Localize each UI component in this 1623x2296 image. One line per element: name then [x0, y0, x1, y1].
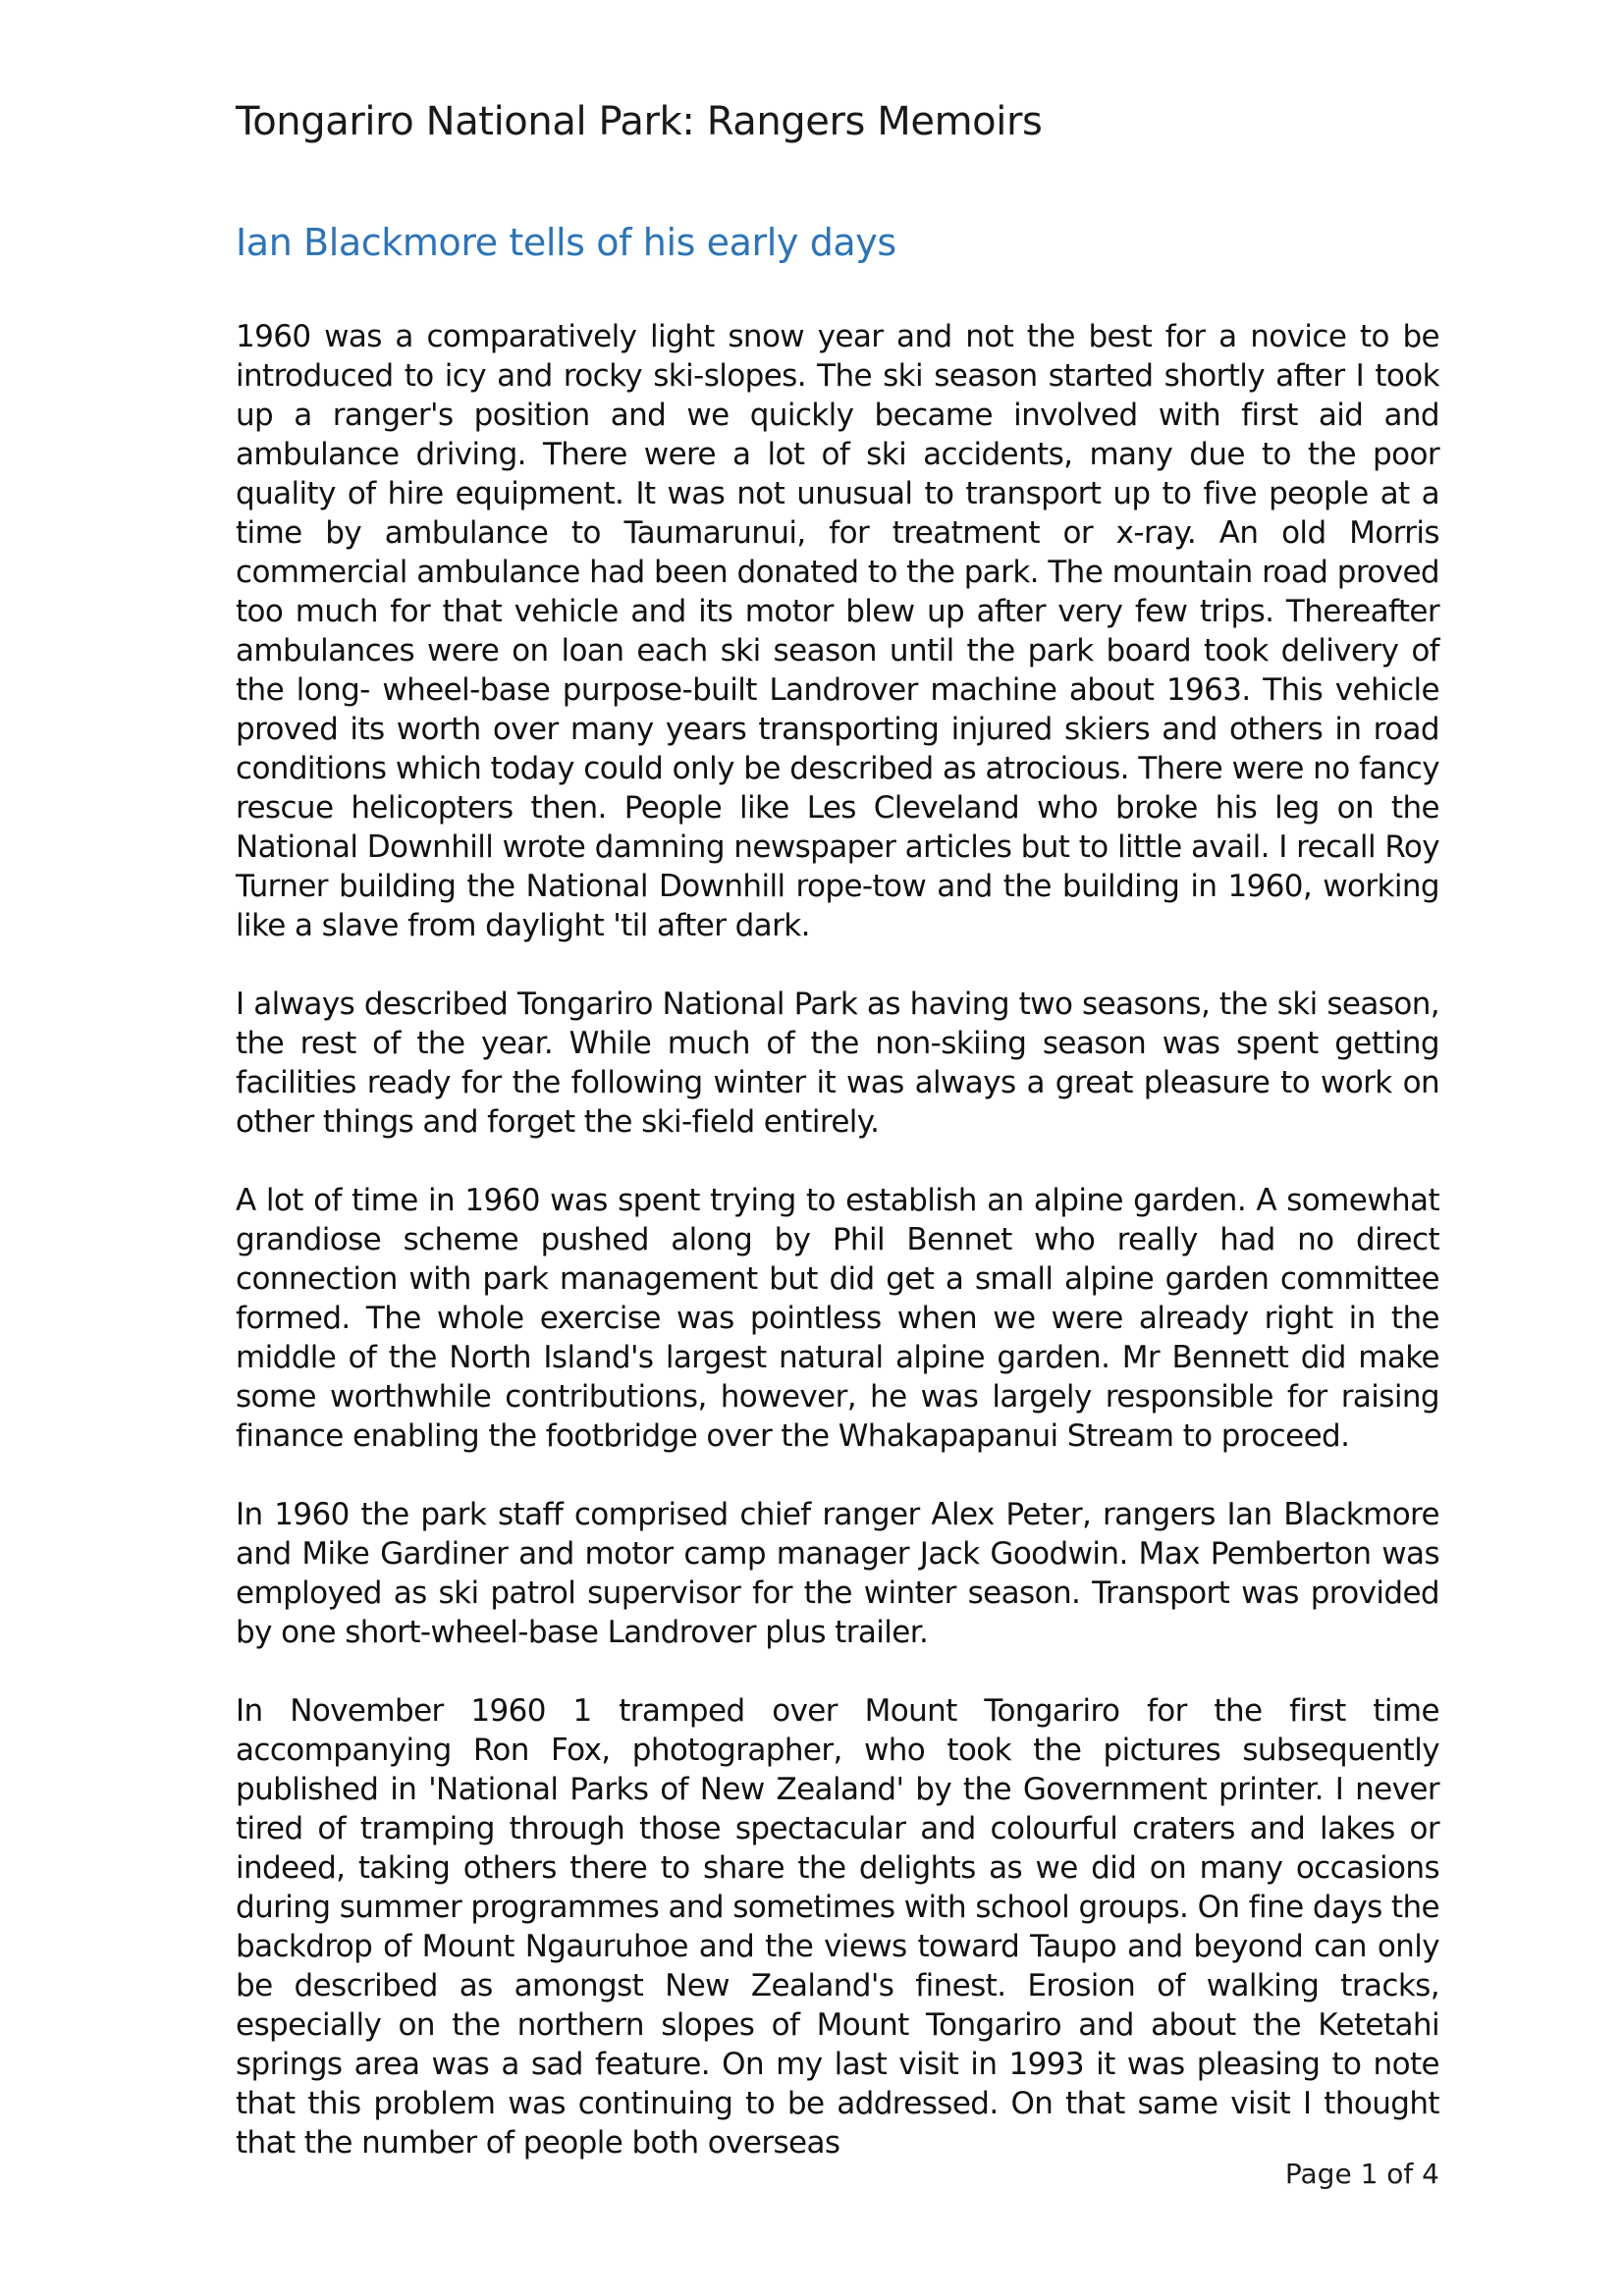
article-body	[236, 317, 1439, 2202]
paragraph-ski-season-ambulances: 1960 was a comparatively light snow year and not the best for a novice to be introduced to icy and rocky ski-slopes. The ski season started shortly after I took up a ranger's position and we quickly became involved with first aid and ambulance driving. There were a lot of ski accidents, many due to the poor quality of hire equipment. It was not unusual to transport up to five people at a time by ambulance to Taumarunui, for treatment or x-ray. An old Morris commercial ambulance had been donated to the park. The mountain road proved too much for that vehicle and its motor blew up after very few trips. Thereafter ambulances were on loan each ski season until the park board took delivery of the long- wheel-base purpose-built Landrover machine about 1963. This vehicle proved its worth over many years transporting injured skiers and others in road conditions which today could only be described as atrocious. There were no fancy rescue helicopters then. People like Les Cleveland who broke his leg on the National Downhill wrote damning newspaper articles but to little avail. I recall Roy Turner building the National Downhill rope-tow and the building in 1960, working like a slave from daylight 'til after dark.	[236, 319, 1439, 943]
article-title: Ian Blackmore tells of his early days	[236, 221, 896, 264]
paragraph-two-seasons: I always described Tongariro National Park as having two seasons, the ski season, the rest of the year. While much of the non-skiing season was spent getting facilities ready for the following winter it was always a great pleasure to work on other things and forget the ski-field entirely.	[236, 987, 1439, 1140]
document-header: Tongariro National Park: Rangers Memoirs	[236, 99, 1043, 144]
paragraph-alpine-garden: A lot of time in 1960 was spent trying to establish an alpine garden. A somewhat grandiose scheme pushed along by Phil Bennet who really had no direct connection with park management but did get a small alpine garden committee formed. The whole exercise was pointless when we were already right in the middle of the North Island's largest natural alpine garden. Mr Bennett did make some worthwhile contributions, however, he was largely responsible for raising finance enabling the footbridge over the Whakapapanui Stream to proceed.	[236, 1183, 1439, 1454]
paragraph-park-staff: In 1960 the park staff comprised chief ranger Alex Peter, rangers Ian Blackmore and Mike Gardiner and motor camp manager Jack Goodwin. Max Pemberton was employed as ski patrol supervisor for the winter season. Transport was provided by one short-wheel-base Landrover plus trailer.	[236, 1497, 1439, 1650]
page-number: Page 1 of 4	[1284, 2158, 1439, 2190]
paragraph-tramping-tongariro: In November 1960 1 tramped over Mount Tongariro for the first time accompanying Ron Fox, photographer, who took the pictures subsequently published in 'National Parks of New Zealand' by the Government printer. I never tired of tramping through those spectacular and colourful craters and lakes or indeed, taking others there to share the delights as we did on many occasions during summer programmes and sometimes with school groups. On fine days the backdrop of Mount Ngauruhoe and the views toward Taupo and beyond can only be described as amongst New Zealand's finest. Erosion of walking tracks, especially on the northern slopes of Mount Tongariro and about the Ketetahi springs area was a sad feature. On my last visit in 1993 it was pleasing to note that this problem was continuing to be addressed. On that same visit I thought that the number of people both overseas	[236, 1693, 1439, 2161]
